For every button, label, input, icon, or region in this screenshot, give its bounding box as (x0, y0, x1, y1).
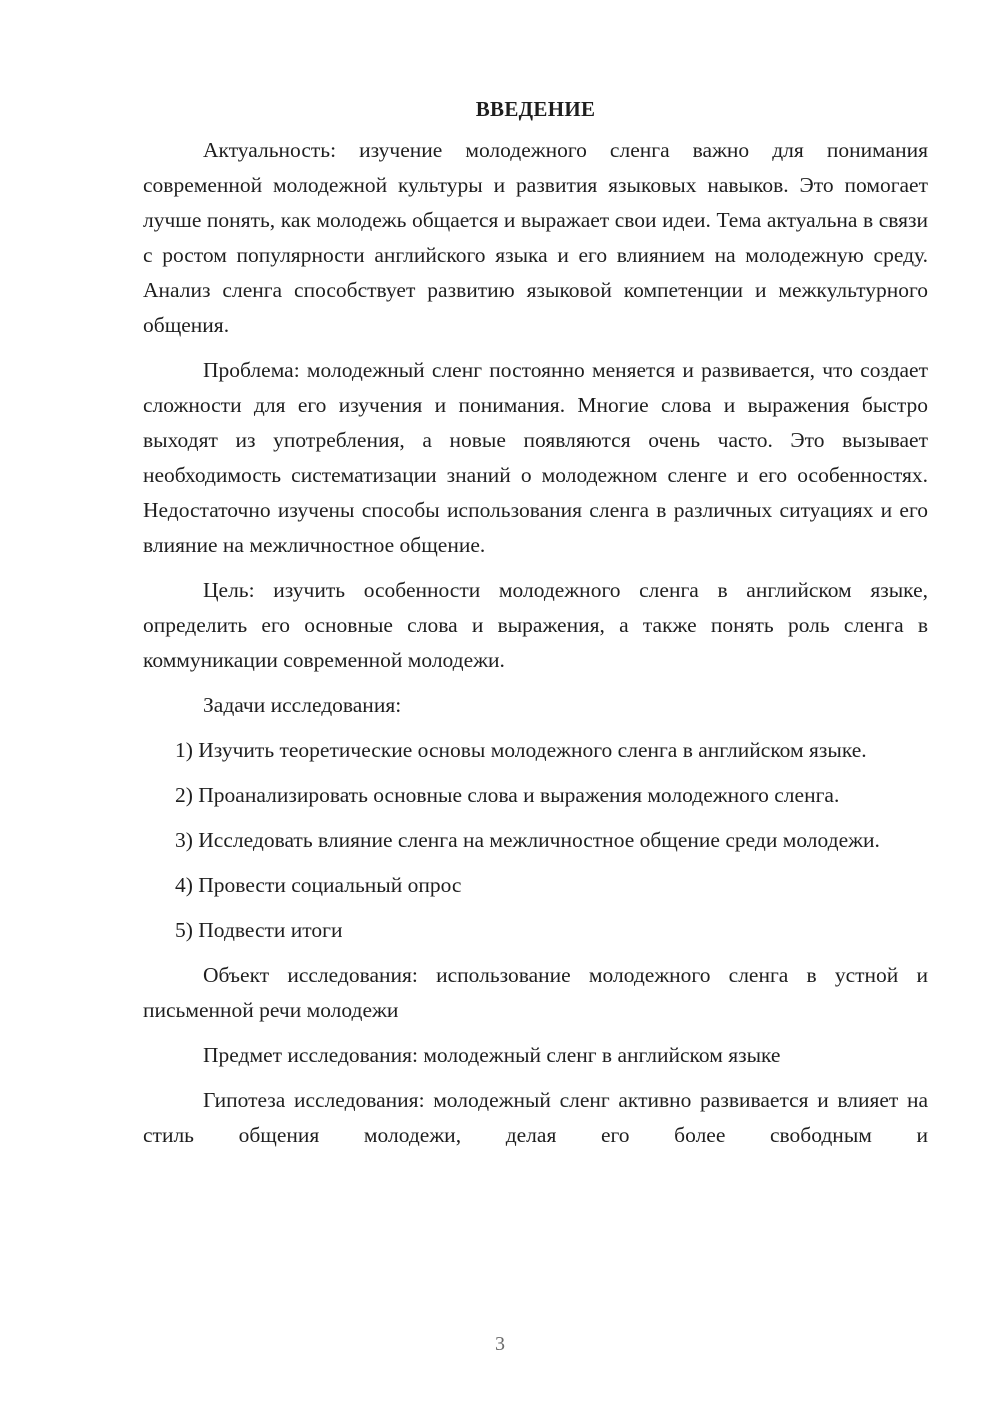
paragraph-relevance: Актуальность: изучение молодежного сленга важно для понимания современной молодежной культуры и развития языковых навыков. Это помогает лучше понять, как молодежь общается и выражает свои идеи. Тема актуальна в связи с ростом популярности английского языка и его влиянием на молодежную среду. Анализ сленга способствует развитию языковой компетенции и межкультурного общения. (143, 138, 928, 337)
list-item: 1) Изучить теоретические основы молодежного сленга в английском языке. (175, 738, 867, 762)
list-item: 2) Проанализировать основные слова и выражения молодежного сленга. (175, 783, 840, 807)
list-item: 3) Исследовать влияние сленга на межличностное общение среди молодежи. (175, 828, 880, 852)
page-number: 3 (495, 1333, 505, 1355)
document-page (143, 92, 928, 1163)
tasks-heading: Задачи исследования: (203, 693, 402, 717)
paragraph-hypothesis: Гипотеза исследования: молодежный сленг активно развивается и влияет на стиль общения молодежи, делая его более свободным и (143, 1088, 928, 1147)
list-item: 4) Провести социальный опрос (175, 873, 462, 897)
paragraph-subject: Предмет исследования: молодежный сленг в английском языке (203, 1043, 781, 1067)
list-item: 5) Подвести итоги (175, 918, 343, 942)
tasks-list (143, 733, 928, 948)
paragraph-object: Объект исследования: использование молодежного сленга в устной и письменной речи молодежи (143, 963, 928, 1022)
paragraph-problem: Проблема: молодежный сленг постоянно меняется и развивается, что создает сложности для его изучения и понимания. Многие слова и выражения быстро выходят из употребления, а новые появляются очень часто. Это вызывает необходимость систематизации знаний о молодежном сленге и его особенностях. Недостаточно изучены способы использования сленга в различных ситуациях и его влияние на межличностное общение. (143, 358, 928, 557)
paragraph-goal: Цель: изучить особенности молодежного сленга в английском языке, определить его основные слова и выражения, а также понять роль сленга в коммуникации современной молодежи. (143, 578, 928, 672)
section-title: ВВЕДЕНИЕ (475, 97, 596, 121)
